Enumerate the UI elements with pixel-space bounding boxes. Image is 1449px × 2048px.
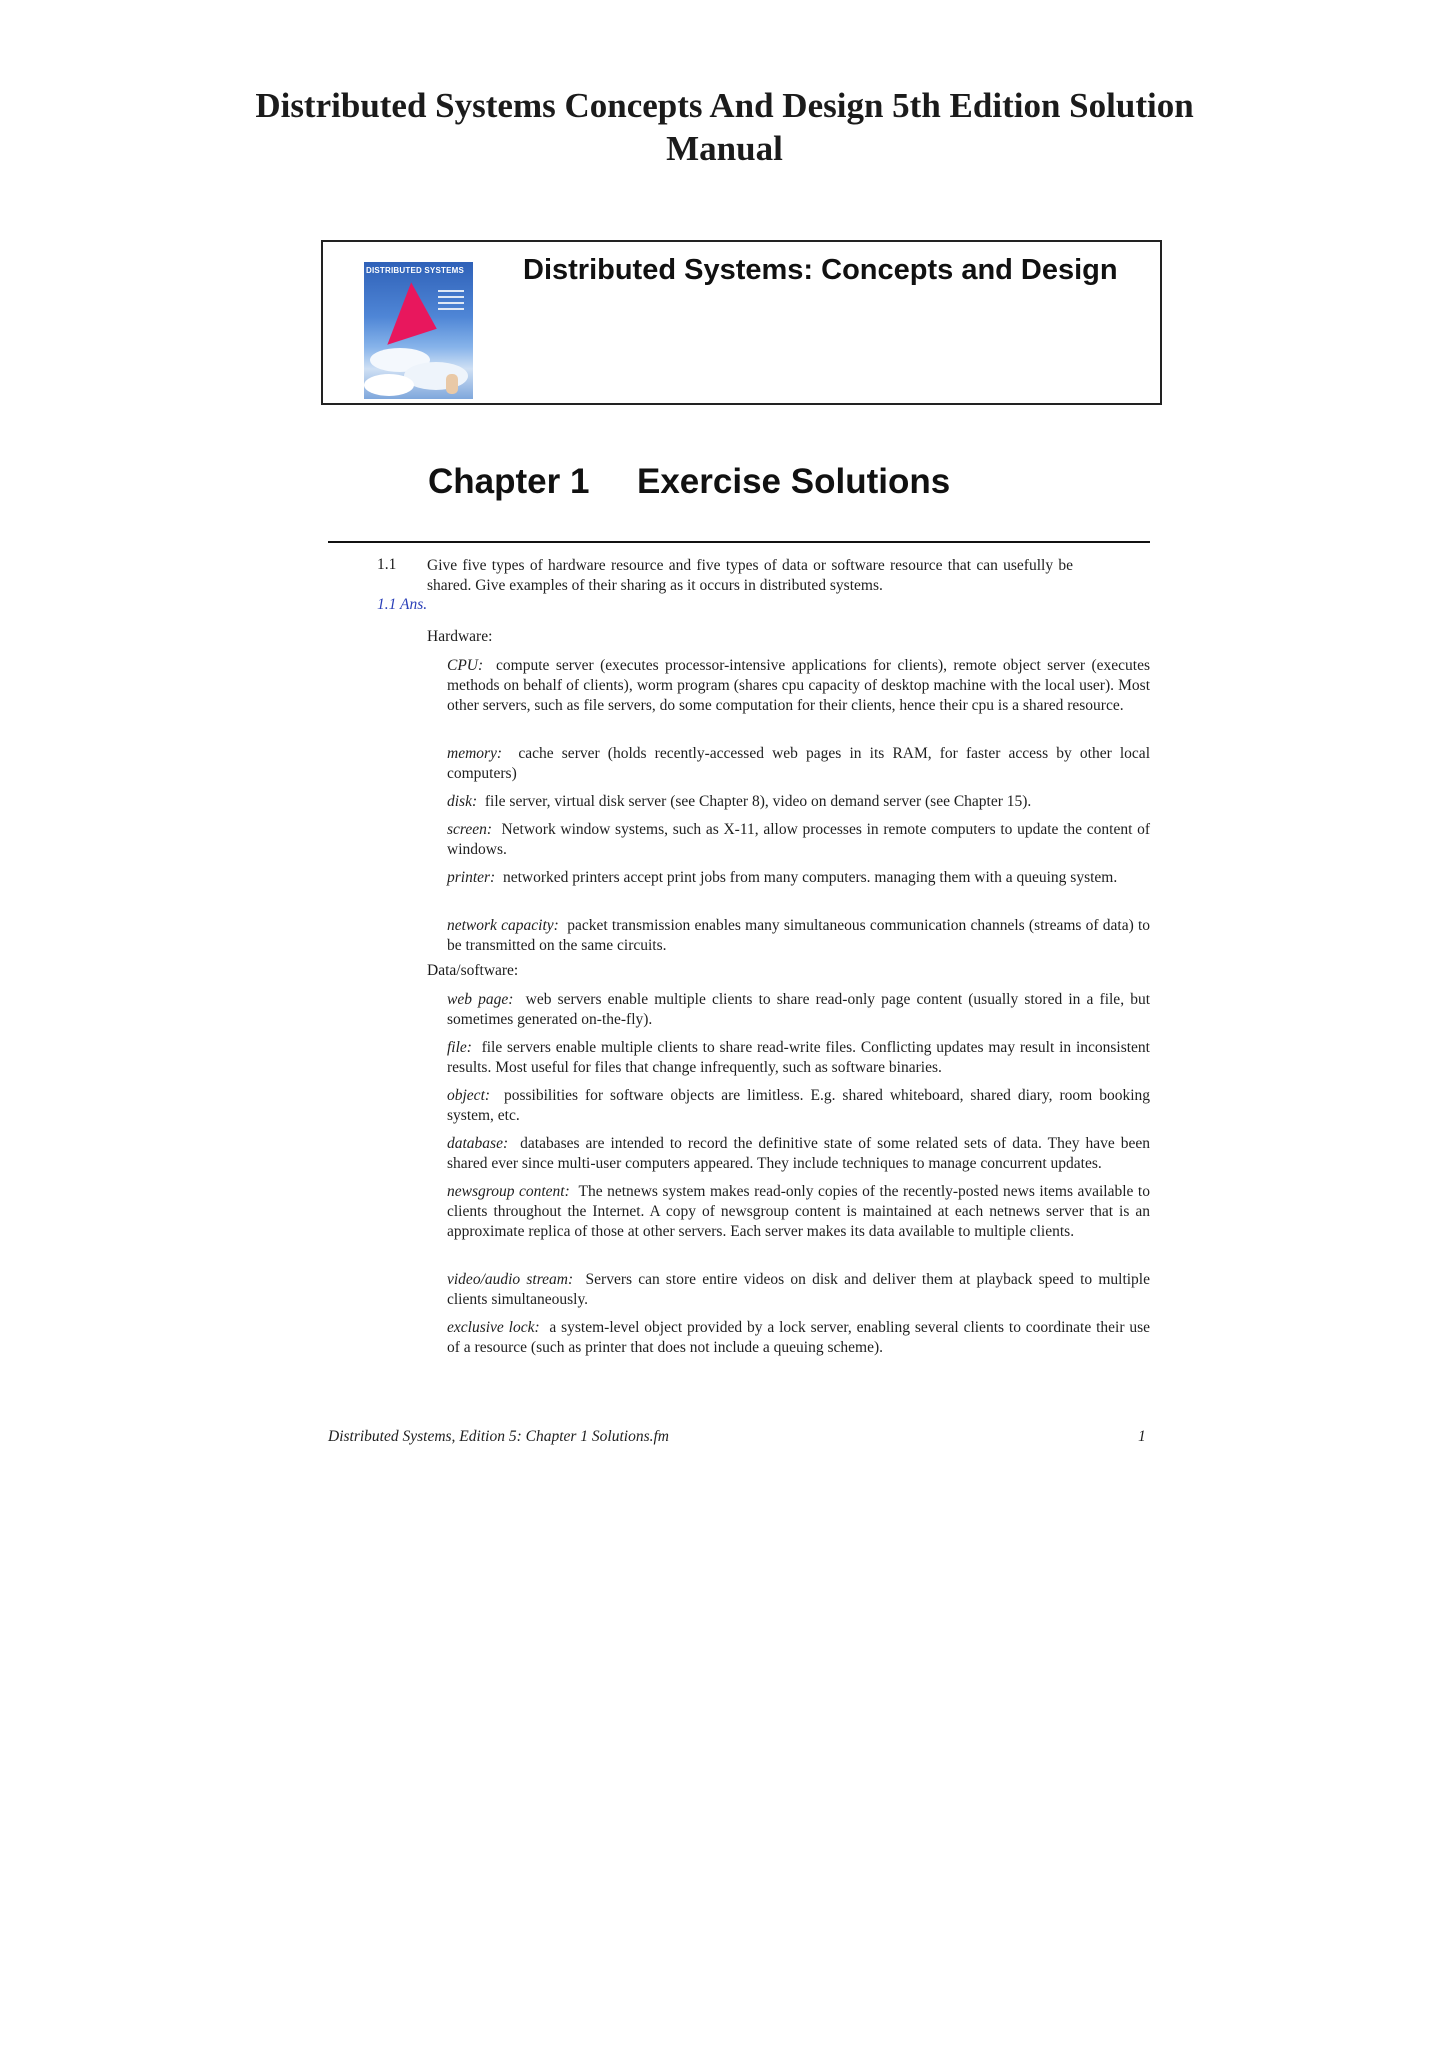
item-text: compute server (executes processor-intensive applications for clients), remote object server (executes methods on behalf of clients), worm program (shares cpu capacity of desktop machine with the local user). Most other servers, such as file servers, do some computation for their clients, hence their cpu is a shared resource. [447,657,1150,714]
hand-graphic [446,374,458,394]
document-title-line2: Manual [666,129,783,168]
cloud-graphic [364,374,414,396]
item-label: CPU: [447,657,484,674]
item-label: printer: [447,869,496,886]
item-text: The netnews system makes read-only copies of the recently-posted news items available to clients throughout the Internet. A copy of newsgroup content is maintained at each netnews server that is an approximate replica of those at other servers. Each server makes its data available to multiple clients. [447,1183,1150,1240]
hardware-heading: Hardware: [427,628,493,645]
list-item [447,820,1150,860]
book-banner [321,240,1162,405]
item-text: databases are intended to record the definitive state of some related sets of data. They have been shared ever since multi-user computers appeared. They include techniques to manage concurrent updates. [447,1135,1151,1172]
list-item [447,1134,1150,1174]
item-label: database: [447,1135,509,1152]
item-text: cache server (holds recently-accessed web pages in its RAM, for faster access by other local computers) [447,745,1150,782]
item-text: web servers enable multiple clients to share read-only page content (usually stored in a file, but sometimes generated on-the-fly). [447,991,1151,1028]
list-item [447,868,1150,888]
list-item [447,1086,1150,1126]
document-title [0,84,1449,170]
book-cover-image [364,262,473,399]
item-text: file server, virtual disk server (see Chapter 8), video on demand server (see Chapter 15). [484,793,1032,810]
question-text: Give five types of hardware resource and five types of data or software resource that can usefully be shared. Give examples of their sharing as it occurs in distributed systems. [427,557,1073,594]
item-text: Network window systems, such as X-11, allow processes in remote computers to update the content of windows. [447,821,1151,858]
question-number: 1.1 [377,556,397,573]
item-text: packet transmission enables many simultaneous communication channels (streams of data) to be transmitted on the same circuits. [447,917,1151,954]
software-heading: Data/software: [427,962,519,979]
item-text: possibilities for software objects are limitless. E.g. shared whiteboard, shared diary, room booking system, etc. [447,1087,1151,1124]
item-label: file: [447,1039,472,1056]
item-label: object: [447,1087,491,1104]
cover-title: DISTRIBUTED SYSTEMS [366,266,465,275]
item-label: disk: [447,793,478,810]
chapter-name: Exercise Solutions [637,462,951,501]
item-label: screen: [447,821,493,838]
page-number: 1 [1138,1428,1146,1445]
kite-graphic [371,279,437,345]
item-label: memory: [447,745,503,762]
list-item [447,1038,1150,1078]
item-label: newsgroup content: [447,1183,570,1200]
book-title: Distributed Systems: Concepts and Design [523,254,1118,286]
list-item [447,916,1150,956]
list-item [447,1182,1150,1242]
cover-author-lines [438,290,468,314]
answer-label: 1.1 Ans. [377,596,428,613]
item-text: Servers can store entire videos on disk and deliver them at playback speed to multiple clients simultaneously. [447,1271,1150,1308]
item-text: a system-level object provided by a lock server, enabling several clients to coordinate their use of a resource (such as printer that does not include a queuing scheme). [447,1319,1150,1356]
item-text: networked printers accept print jobs from many computers. managing them with a queuing system. [502,869,1118,886]
list-item [447,1270,1150,1310]
document-title-line1: Distributed Systems Concepts And Design 5th Edition Solution [255,86,1194,125]
list-item [447,792,1150,812]
chapter-number: Chapter 1 [428,462,590,501]
chapter-divider [328,541,1150,543]
item-text: file servers enable multiple clients to share read-write files. Conflicting updates may result in inconsistent results. Most useful for files that change infrequently, such as software binaries. [447,1039,1150,1076]
list-item [447,990,1150,1030]
item-label: video/audio stream: [447,1271,574,1288]
item-label: exclusive lock: [447,1319,540,1336]
list-item [447,1318,1150,1358]
footer-filename: Distributed Systems, Edition 5: Chapter 1 Solutions.fm [328,1428,669,1445]
list-item [447,744,1150,784]
list-item [447,656,1150,716]
item-label: web page: [447,991,514,1008]
item-label: network capacity: [447,917,559,934]
